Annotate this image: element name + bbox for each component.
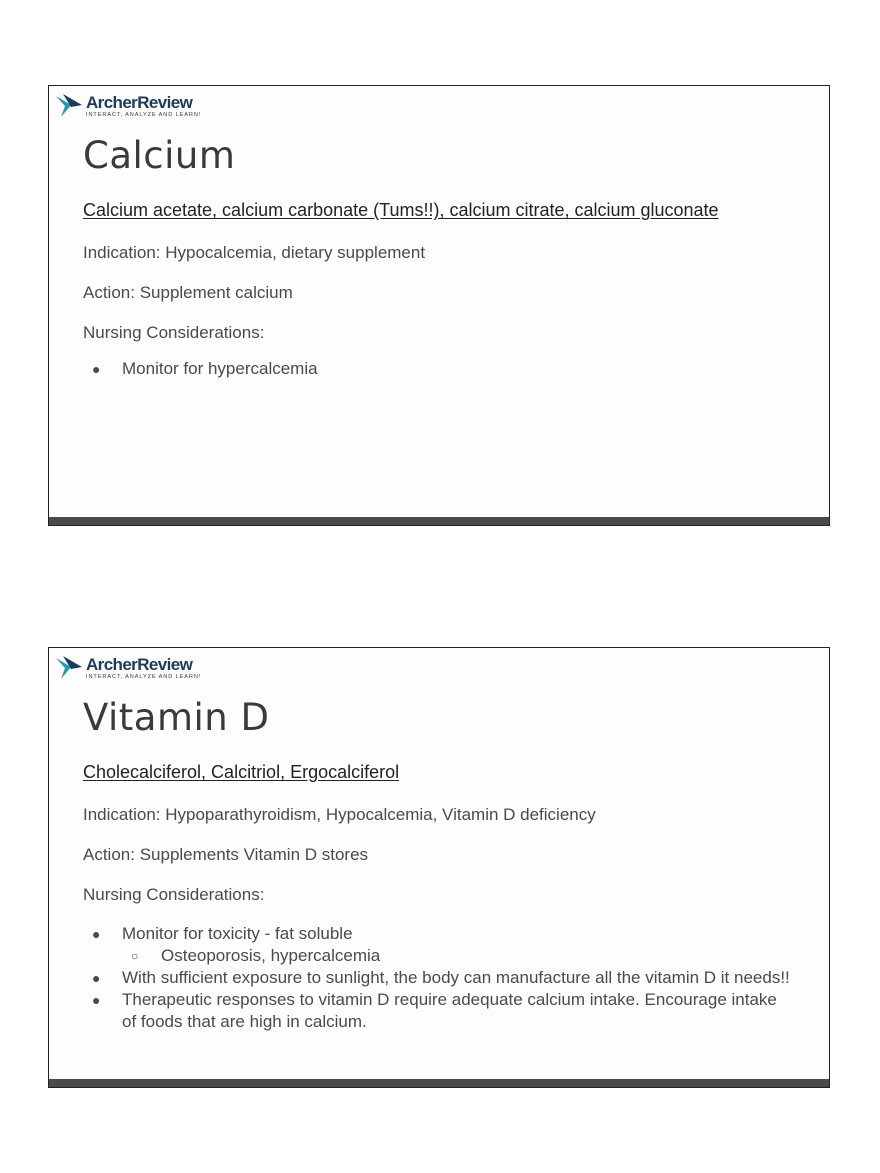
bullet-dot: ● [92, 992, 101, 1008]
slide-bottom-bar [49, 517, 829, 525]
bullet-dot: ● [92, 361, 101, 377]
slide-calcium [48, 85, 830, 526]
sub-bullet-circle: ○ [131, 949, 139, 963]
nursing-list [83, 923, 795, 1033]
action: Action: Supplements Vitamin D stores [83, 845, 369, 864]
drug-list: Cholecalciferol, Calcitriol, Ergocalciferol [83, 762, 400, 782]
drug-list: Calcium acetate, calcium carbonate (Tums!!), calcium citrate, calcium gluconate [83, 200, 719, 220]
action: Action: Supplement calcium [83, 283, 293, 302]
list-item: ● Monitor for hypercalcemia [92, 359, 318, 378]
archer-bird-icon [55, 93, 83, 119]
indication: Indication: Hypoparathyroidism, Hypocalcemia, Vitamin D deficiency [83, 805, 596, 824]
logo-tagline: INTERACT, ANALYZE AND LEARN! [86, 674, 202, 680]
list-item: ● Therapeutic responses to vitamin D require adequate calcium intake. Encourage intake of foods that are high in calcium. [92, 990, 777, 1031]
nursing-heading: Nursing Considerations: [83, 885, 265, 904]
archer-bird-icon [55, 655, 83, 681]
slide-bottom-bar [49, 1079, 829, 1087]
slide-title: Calcium [83, 134, 236, 177]
archer-review-logo [55, 653, 215, 681]
indication: Indication: Hypocalcemia, dietary supplement [83, 243, 426, 262]
sub-list-item: ○ Osteoporosis, hypercalcemia [131, 946, 381, 965]
nursing-heading: Nursing Considerations: [83, 323, 265, 342]
logo-tagline: INTERACT, ANALYZE AND LEARN! [86, 112, 202, 118]
logo-brand: ArcherReview [86, 93, 193, 112]
bullet-dot: ● [92, 970, 101, 986]
slide-title: Vitamin D [83, 696, 270, 739]
archer-review-logo [55, 91, 215, 119]
slide-vitamin-d [48, 647, 830, 1088]
logo-brand: ArcherReview [86, 655, 193, 674]
list-item: ● Monitor for toxicity - fat soluble [92, 924, 353, 943]
list-item: ● With sufficient exposure to sunlight, the body can manufacture all the vitamin D it needs!! [92, 968, 790, 987]
nursing-list [83, 358, 795, 380]
bullet-dot: ● [92, 926, 101, 942]
